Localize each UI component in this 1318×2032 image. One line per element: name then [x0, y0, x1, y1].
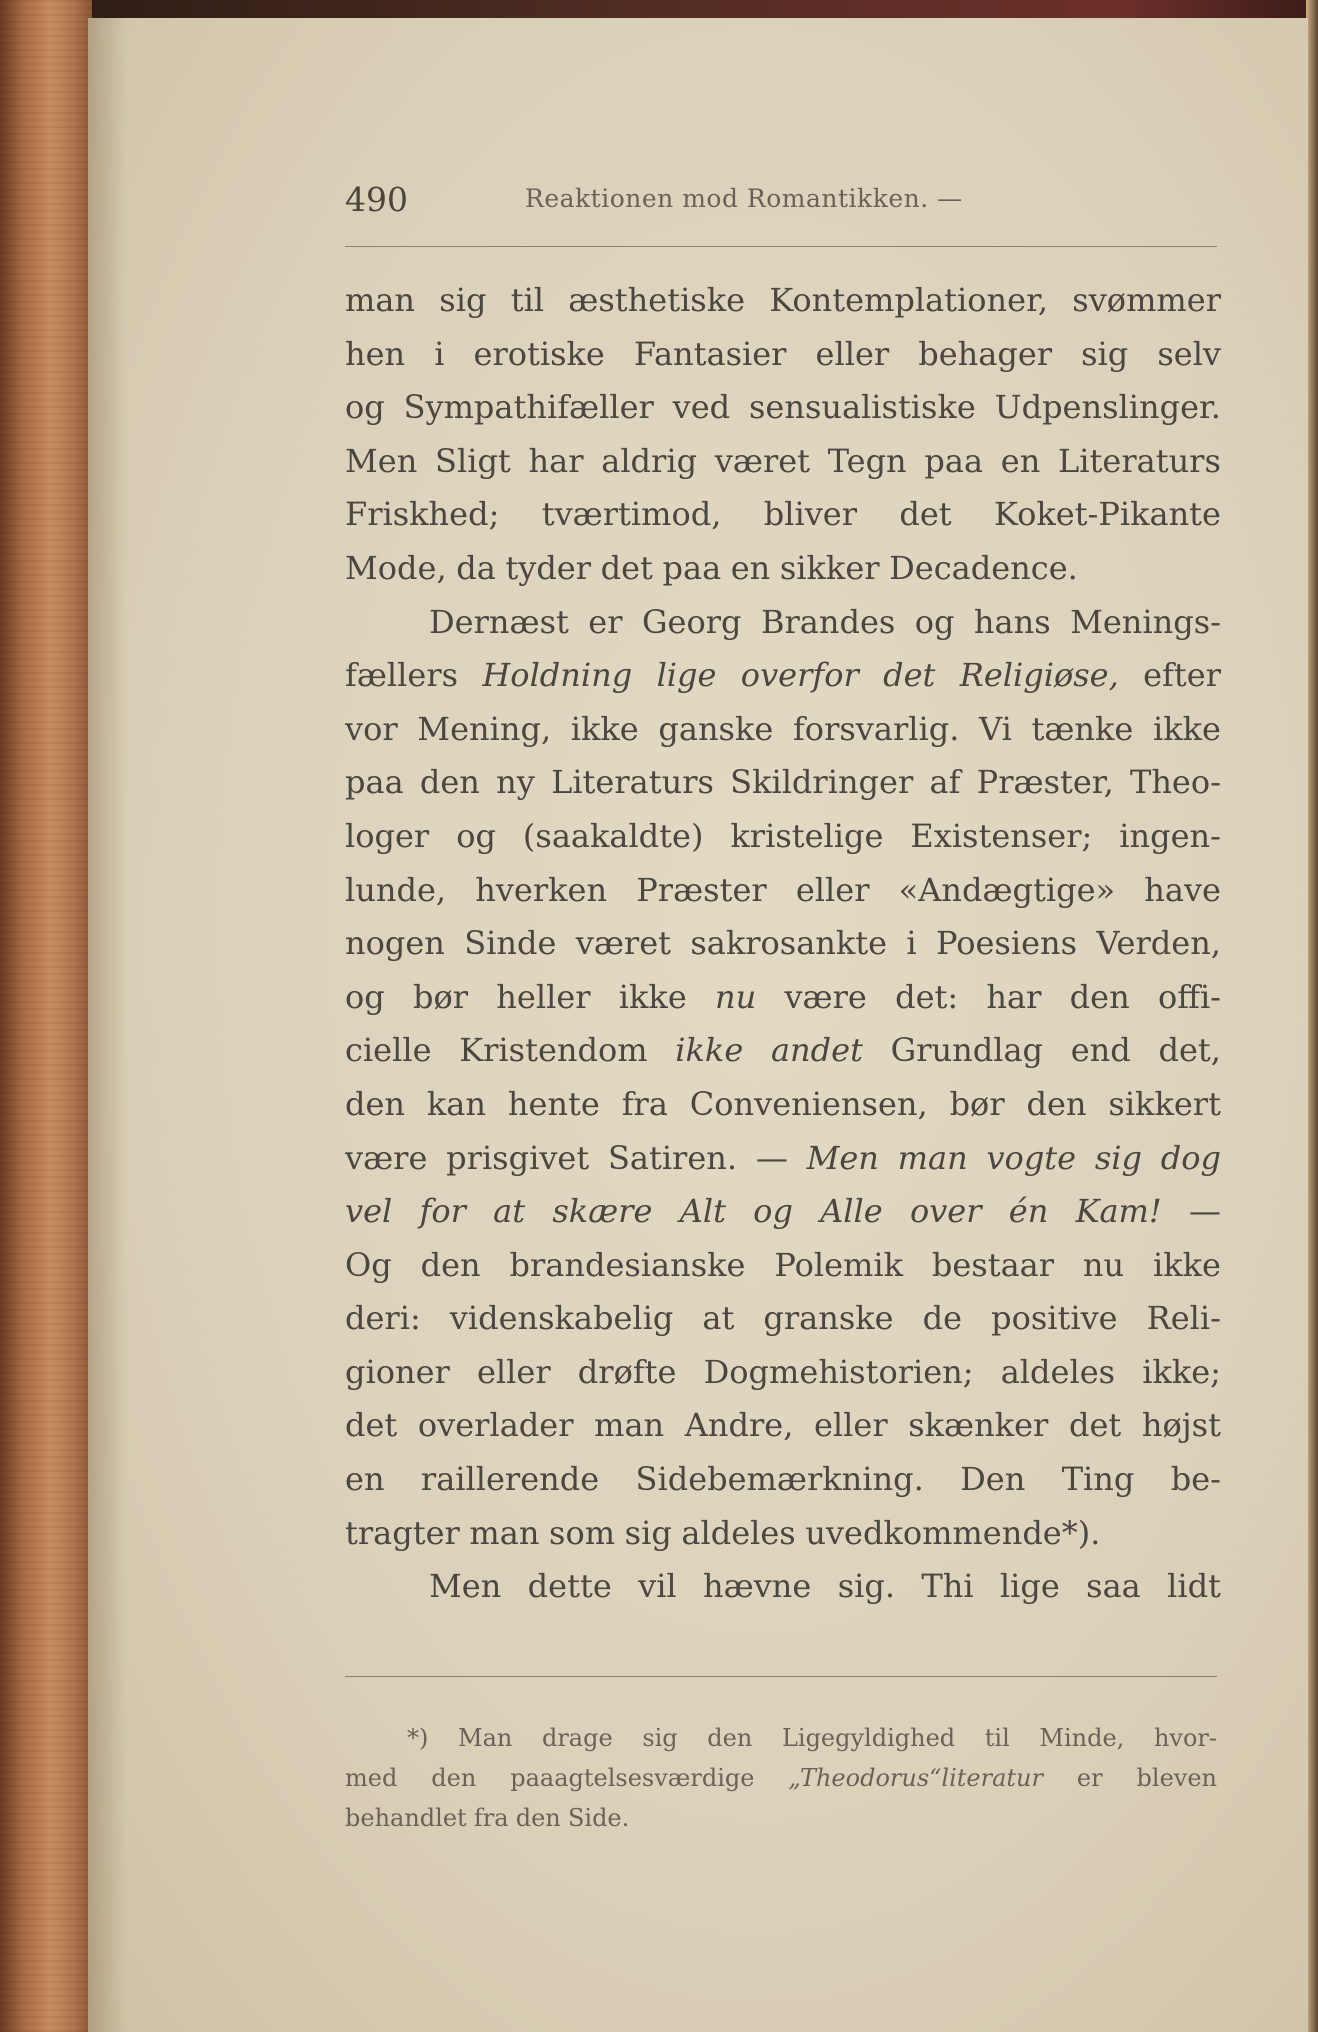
word: det,	[1158, 1031, 1221, 1070]
word: en	[1000, 441, 1041, 480]
word: Theo-	[1129, 763, 1221, 802]
word: Brandes	[760, 602, 896, 641]
text-line	[345, 917, 1221, 971]
word: er	[1076, 1764, 1103, 1792]
word: loger	[345, 816, 430, 855]
word: nu	[715, 977, 757, 1016]
word: Menings-	[1070, 602, 1221, 641]
word: højst	[1141, 1406, 1221, 1445]
word: overfor	[740, 656, 859, 695]
word: bør	[949, 1084, 1005, 1123]
word: fra	[621, 1084, 668, 1123]
word: ganske	[658, 709, 774, 748]
text-line	[345, 810, 1221, 864]
word: vor	[345, 709, 398, 748]
text-line	[345, 381, 1221, 435]
word: Satiren.	[607, 1138, 738, 1177]
word: være	[345, 1138, 428, 1177]
text-line	[345, 542, 1221, 596]
word: paa	[662, 548, 722, 587]
word: den	[431, 1764, 477, 1792]
word: Friskhed;	[345, 495, 500, 534]
word: Verden,	[1096, 924, 1221, 963]
text-line	[345, 1346, 1221, 1400]
word: granske	[763, 1299, 894, 1338]
word: overlader	[417, 1406, 574, 1445]
word: at	[702, 1299, 735, 1338]
word: vil	[638, 1567, 677, 1606]
word: ikke	[1152, 709, 1221, 748]
word: det	[883, 656, 936, 695]
word: «Andægtige»	[898, 870, 1116, 909]
word: Præster	[636, 870, 767, 909]
word: man	[345, 281, 416, 319]
page-header	[345, 178, 1217, 228]
word: —	[755, 1138, 788, 1177]
word: har	[528, 441, 584, 480]
word: ikke	[1153, 1245, 1221, 1284]
word: de	[922, 1299, 963, 1338]
word: Alt	[679, 1192, 726, 1231]
word: erotiske	[473, 334, 605, 373]
word: offi-	[1157, 977, 1221, 1016]
word: heller	[496, 977, 591, 1016]
word: det:	[895, 977, 959, 1016]
word: Polemik	[774, 1245, 903, 1284]
word: fællers	[345, 656, 459, 695]
word: Men	[345, 441, 418, 480]
word: drage	[541, 1724, 613, 1752]
word: gioner	[345, 1352, 450, 1391]
text-line	[345, 649, 1221, 703]
word: Sidebemærkning.	[635, 1460, 924, 1499]
word: Side.	[567, 1804, 630, 1832]
word: Georg	[641, 602, 742, 641]
word: ikke	[570, 709, 639, 748]
word: eller	[815, 334, 890, 373]
word: med	[345, 1764, 398, 1792]
word: end	[1070, 1031, 1131, 1070]
word: Og	[345, 1245, 392, 1284]
word: Mening,	[417, 709, 552, 748]
word: som	[549, 1513, 616, 1552]
text-line	[345, 596, 1221, 650]
word: at	[493, 1192, 526, 1231]
word: behager	[918, 334, 1053, 373]
word: aldeles	[1000, 1352, 1116, 1391]
word: man	[594, 1406, 665, 1445]
word: Holdning	[482, 656, 633, 695]
word: det	[345, 1406, 398, 1445]
word: det	[1068, 1406, 1122, 1445]
word: sig	[1081, 334, 1129, 373]
page-number: 490	[345, 180, 408, 219]
word: forsvarlig.	[792, 709, 960, 748]
word: den	[345, 1084, 406, 1123]
word: og	[345, 388, 385, 427]
word: tænke	[1031, 709, 1134, 748]
word: brandesianske	[509, 1245, 746, 1284]
text-line	[345, 1292, 1221, 1346]
word: selv	[1157, 334, 1221, 373]
word: den	[420, 1245, 481, 1284]
word: ny	[496, 763, 535, 802]
word: Kristendom	[459, 1031, 648, 1070]
word: kan	[426, 1084, 486, 1123]
word: Tegn	[827, 441, 907, 480]
word: Den	[960, 1460, 1026, 1499]
word: nogen	[345, 924, 445, 963]
text-line	[345, 1239, 1221, 1293]
text-line	[345, 328, 1221, 382]
word: svømmer	[1072, 281, 1221, 319]
word: lige	[656, 656, 717, 695]
word: Skildringer	[730, 763, 914, 802]
word: behandlet	[345, 1804, 467, 1832]
word: Decadence.	[889, 548, 1078, 587]
word: Ligegyldighed	[781, 1724, 956, 1752]
word: over	[909, 1192, 982, 1231]
word: været	[575, 924, 671, 963]
word: Mode,	[345, 548, 447, 587]
word: har	[986, 977, 1042, 1016]
word: sikker	[779, 548, 880, 587]
word: ikke	[675, 1031, 744, 1070]
word: være	[784, 977, 867, 1016]
word: kristelige	[730, 816, 884, 855]
book-binding-edge	[0, 0, 92, 2032]
word: Vi	[979, 709, 1012, 748]
word: sig	[642, 1724, 678, 1752]
word: i	[434, 334, 445, 373]
word: Minde,	[1039, 1724, 1125, 1752]
word: be-	[1170, 1460, 1221, 1499]
word: tragter	[345, 1513, 460, 1552]
word: (saakaldte)	[522, 816, 704, 855]
word: Dernæst	[429, 602, 569, 641]
word: dette	[527, 1567, 612, 1606]
word: andet	[770, 1031, 863, 1070]
word: have	[1144, 870, 1221, 909]
word: man	[897, 1138, 968, 1177]
word: sakrosankte	[690, 924, 888, 963]
word: det	[899, 495, 952, 534]
word: hente	[507, 1084, 600, 1123]
word: Religiøse,	[959, 656, 1119, 695]
text-line	[345, 1399, 1221, 1453]
footnote	[345, 1718, 1217, 1838]
text-line	[345, 1758, 1217, 1798]
word: *)	[407, 1724, 429, 1752]
text-line	[345, 1798, 1217, 1838]
word: og	[456, 816, 496, 855]
word: Literaturs	[1058, 441, 1221, 480]
word: uvedkommende*).	[805, 1513, 1101, 1552]
word: bestaar	[931, 1245, 1055, 1284]
word: lunde,	[345, 870, 447, 909]
word: lidt	[1167, 1567, 1221, 1606]
word: den	[515, 1804, 561, 1832]
word: Koket-Pikante	[994, 495, 1221, 534]
text-line	[345, 1078, 1221, 1132]
body-text	[345, 274, 1221, 1614]
word: i	[906, 924, 917, 963]
word: positive	[991, 1299, 1118, 1338]
text-line	[345, 274, 1221, 328]
word: bør	[413, 977, 469, 1016]
word: lige	[999, 1567, 1060, 1606]
footnote-rule	[345, 1676, 1217, 1677]
word: aldeles	[681, 1513, 796, 1552]
word: Men	[429, 1567, 502, 1606]
word: skænker	[908, 1406, 1049, 1445]
word: paa	[924, 441, 984, 480]
word: og	[345, 977, 385, 1016]
text-line	[345, 1718, 1217, 1758]
word: æsthetiske	[568, 281, 746, 319]
word: drøfte	[577, 1352, 677, 1391]
text-line	[345, 864, 1221, 918]
word: Ting	[1061, 1460, 1135, 1499]
word: eller	[795, 870, 870, 909]
word: tyder	[505, 548, 592, 587]
word: Grundlag	[890, 1031, 1044, 1070]
word: Conveniensen,	[689, 1084, 928, 1123]
word: en	[345, 1460, 385, 1499]
text-line	[345, 435, 1221, 489]
running-head: Reaktionen mod Romantikken. —	[525, 184, 963, 213]
word: hverken	[475, 870, 608, 909]
word: cielle	[345, 1031, 432, 1070]
word: dog	[1160, 1138, 1221, 1177]
word: det	[600, 548, 653, 587]
word: en	[730, 548, 771, 587]
word: Andre,	[684, 1406, 794, 1445]
word: for	[419, 1192, 466, 1231]
word: saa	[1086, 1567, 1141, 1606]
text-line	[345, 703, 1221, 757]
word: én	[1008, 1192, 1049, 1231]
text-line	[345, 1185, 1221, 1239]
text-line	[345, 1132, 1221, 1186]
word: og	[914, 602, 955, 641]
word: Poesiens	[935, 924, 1078, 963]
word: den	[419, 763, 480, 802]
word: sikkert	[1108, 1084, 1221, 1123]
word: Fantasier	[633, 334, 787, 373]
word: efter	[1143, 656, 1221, 695]
text-line	[345, 1453, 1221, 1507]
word: eller	[813, 1406, 888, 1445]
word: tværtimod,	[541, 495, 722, 534]
word: vel	[345, 1192, 393, 1231]
text-line	[345, 1560, 1221, 1614]
word: sig.	[837, 1567, 895, 1606]
word: raillerende	[420, 1460, 600, 1499]
word: prisgivet	[446, 1138, 590, 1177]
word: aldrig	[601, 441, 698, 480]
word: Literaturs	[551, 763, 714, 802]
word: vogte	[986, 1138, 1077, 1177]
word: hen	[345, 334, 406, 373]
word: sensualistiske	[748, 388, 976, 427]
word: Men	[806, 1138, 879, 1177]
word: Reli-	[1146, 1299, 1221, 1338]
word: været	[714, 441, 811, 480]
word: Sligt	[435, 441, 511, 480]
word: bliver	[763, 495, 858, 534]
word: sig	[439, 281, 487, 319]
word: ved	[672, 388, 731, 427]
word: Præster,	[976, 763, 1114, 802]
word: Udpenslinger.	[994, 388, 1221, 427]
word: til	[984, 1724, 1010, 1752]
text-line	[345, 971, 1221, 1025]
word: skære	[552, 1192, 653, 1231]
word: er	[588, 602, 623, 641]
word: eller	[476, 1352, 551, 1391]
word: Kam!	[1075, 1192, 1162, 1231]
word: sig	[1094, 1138, 1142, 1177]
word: den	[1026, 1084, 1087, 1123]
word: Thi	[921, 1567, 974, 1606]
word: Sympathifæller	[403, 388, 654, 427]
header-rule	[345, 246, 1217, 247]
word: og	[753, 1192, 793, 1231]
text-line	[345, 488, 1221, 542]
word: den	[1069, 977, 1130, 1016]
word: den	[707, 1724, 753, 1752]
word: nu	[1082, 1245, 1125, 1284]
word: fra	[473, 1804, 509, 1832]
word: Man	[458, 1724, 513, 1752]
word: Sinde	[464, 924, 557, 963]
word: paaagtelsesværdige	[510, 1764, 755, 1792]
word: —	[1189, 1192, 1221, 1231]
word: sig	[624, 1513, 672, 1552]
word: deri:	[345, 1299, 421, 1338]
word: da	[456, 548, 496, 587]
word: paa	[345, 763, 404, 802]
text-line	[345, 756, 1221, 810]
word: af	[929, 763, 961, 802]
word: bleven	[1136, 1764, 1217, 1792]
word: ingen-	[1119, 816, 1221, 855]
word: ikke;	[1142, 1352, 1221, 1391]
text-line	[345, 1024, 1221, 1078]
word: Dogmehistorien;	[703, 1352, 974, 1391]
word: Alle	[820, 1192, 883, 1231]
word: til	[510, 281, 545, 319]
word: hans	[973, 602, 1051, 641]
text-line	[345, 1507, 1221, 1561]
word: Existenser;	[910, 816, 1093, 855]
word: hævne	[703, 1567, 812, 1606]
word: „Theodorus“literatur	[788, 1764, 1043, 1792]
word: videnskabelig	[449, 1299, 674, 1338]
word: man	[469, 1513, 540, 1552]
word: hvor-	[1153, 1724, 1217, 1752]
word: Kontemplationer,	[769, 281, 1049, 319]
word: ikke	[618, 977, 687, 1016]
